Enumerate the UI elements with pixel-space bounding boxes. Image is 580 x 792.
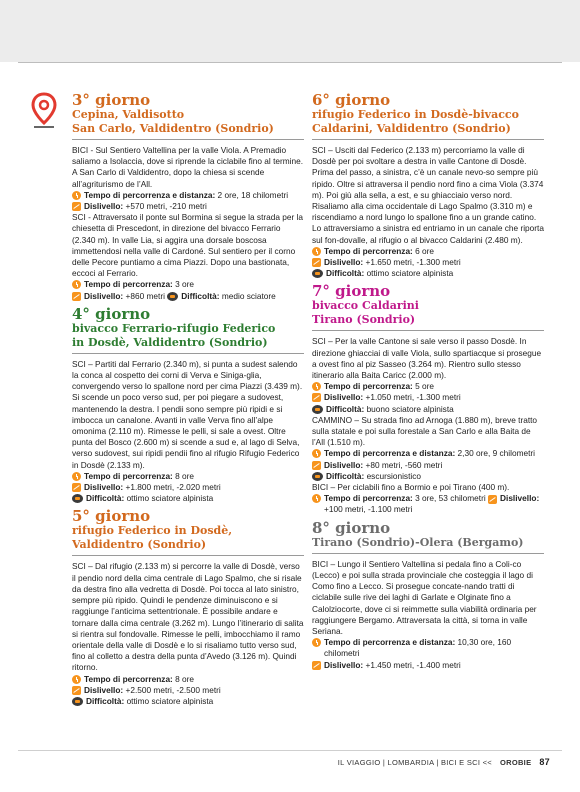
trip-stat: [312, 268, 544, 279]
trip-stat: [72, 482, 304, 493]
stat-label: Tempo di percorrenza:: [84, 470, 173, 481]
time-icon: [312, 494, 321, 503]
stat-label: Tempo di percorrenza e distanza:: [324, 448, 456, 459]
time-icon: [72, 675, 81, 684]
stage-route: Tirano (Sondrio)-Olera (Bergamo): [312, 535, 524, 549]
stat-label: Dislivello:: [324, 659, 364, 670]
stage-route: Cepina, Valdisotto: [72, 108, 185, 121]
header-divider: [18, 62, 562, 63]
section-rule: [72, 353, 304, 354]
stat-label: Tempo di percorrenza e distanza:: [324, 637, 456, 648]
stage-section: [312, 92, 544, 279]
stat-label: Difficoltà:: [86, 493, 125, 504]
stage-description: SCI – Usciti dal Federico (2.133 m) percorriamo la valle di Dosdè per poi svoltare a destra in valle Cantone di Dosdè. Prima del passo, a sinistra, c’è un canale nevo-so sempre più ripido. Oltre si attraversa il pendio nord fino a cima Viola (3.374 m). Poi giù alla sella, a est, e su ghiacciaio verso nord. Risaliamo alla cima occidentale di Lago Spalmo (3.310 m) e riscendiamo a nord lungo lo spallone fino a un grande catino. Lo attraversiamo a sinistra ed entriamo in un canale che riporta sul fon-dovalle, al rifugio o al bivacco Caldarini (2.480 m).: [312, 145, 544, 245]
stat-value: 10,30 ore, 160 chilometri: [324, 637, 512, 659]
stat-value: +1.450 metri, -1.400 metri: [363, 659, 461, 670]
time-icon: [72, 191, 81, 200]
stage-route: San Carlo, Valdidentro (Sondrio): [72, 122, 274, 135]
stage-day-title: 8° giorno: [312, 518, 391, 537]
stat-label: Dislivello:: [324, 257, 364, 268]
stat-value: +80 metri, -560 metri: [363, 459, 443, 470]
stat-label: Difficoltà:: [326, 268, 365, 279]
stat-label: Tempo di percorrenza e distanza:: [84, 189, 216, 200]
stage-description: BICI - Sul Sentiero Valtellina per la valle Viola. A Premadio saliamo a Isolaccia, dove si riprende la ciclabile fino al termine. A San Carlo di Valdidentro, dopo la chiesa si scende all’agriturismo de l’All.: [72, 145, 304, 189]
trip-stat: [312, 257, 544, 268]
stat-label: Tempo di percorrenza:: [84, 673, 173, 684]
header-band: [0, 0, 580, 62]
trip-stat: [312, 381, 544, 392]
difficulty-icon: [72, 494, 83, 503]
stat-value: ottimo sciatore alpinista: [124, 493, 214, 504]
stage-day-title: 5° giorno: [72, 507, 151, 526]
stat-value: ottimo sciatore alpinista: [364, 268, 454, 279]
elevation-icon: [72, 292, 81, 301]
section-rule: [72, 139, 304, 140]
stat-label: Dislivello:: [324, 392, 364, 403]
time-icon: [312, 638, 321, 647]
stage-day-title: 7° giorno: [312, 282, 391, 301]
stat-value: 5 ore: [412, 381, 435, 392]
stat-label: Dislivello:: [84, 482, 124, 493]
stat-value: 8 ore: [172, 470, 195, 481]
trip-stat: [72, 471, 304, 482]
stat-label: Dislivello:: [500, 493, 540, 504]
stage-description: BICI – Lungo il Sentiero Valtellina si pedala fino a Coli-co (Lecco) e poi sulla strada provinciale che costeggia il lago di Como fino a Lecco. Si prosegue concate-nando tratti di ciclabile sulle rive dei laghi di Garlate e Olginate fino a Calolziocorte, dove ci si reimmette sulla viabilità ordinaria per raggiungere Bergamo. Attraversata la città, si torna in valle Seriana.: [312, 558, 537, 636]
stat-value: +1.050 metri, -1.300 metri: [363, 392, 461, 403]
trip-stat: [72, 190, 304, 201]
footer-brand: OROBIE: [499, 758, 532, 767]
stage-description: SCI – Per la valle Cantone si sale verso il passo Dosdè. In direzione ghiacciai di valle Viola, sullo spartiacque si prosegue a ovest fino al piz Sasseo (3.264 m). Rientro sullo stesso itinerario alla Baita Caricc (2.000 m).: [312, 336, 542, 381]
stage-section: [312, 283, 544, 515]
elevation-icon: [72, 686, 81, 695]
stage-section: [72, 92, 304, 302]
left-column: [72, 92, 304, 711]
trip-stat: [312, 404, 544, 415]
trip-stat: [72, 696, 304, 707]
stat-value: 8 ore: [172, 673, 195, 684]
stage-description: SCI – Dal rifugio (2.133 m) si percorre la valle di Dosdè, verso il pendio nord della cima centrale di Lago Spalmo, che si risale da destra fino alla vedretta di Dosdè. Poi tocca al lato sinistro, sempre più ripido. Quindi le pendenze diminuiscono e si raggiunge l’anticima settentrionale. È possibile andare e tornare dalla cima centrale (3.262 m). Lungo l’itinerario di salita si rientra sul fondovalle. Rimesse le pelli, imbocchiamo il ramo orientale della valle di Dosdè e lo si risaliamo tutto verso sud, fino al colletto a destra della punta d’Avedo (3.126 m). Quindi ritorno.: [72, 561, 304, 673]
elevation-icon: [312, 258, 321, 267]
stage-section: [72, 508, 304, 707]
difficulty-icon: [312, 269, 323, 278]
time-icon: [312, 449, 321, 458]
stat-value: 2 ore, 18 chilometri: [215, 189, 289, 200]
elevation-icon: [72, 483, 81, 492]
trip-stat: [72, 201, 304, 212]
page-number: 87: [539, 757, 550, 767]
stat-label: Tempo di percorrenza:: [84, 279, 173, 290]
difficulty-icon: [167, 292, 178, 301]
trip-stat: [72, 493, 304, 504]
stage-day-title: 4° giorno: [72, 304, 151, 323]
stage-route: Caldarini, Valdidentro (Sondrio): [312, 122, 511, 135]
elevation-icon: [312, 461, 321, 470]
stage-route: Valdidentro (Sondrio): [72, 538, 207, 552]
stat-label: Difficoltà:: [86, 695, 125, 706]
stat-label: Difficoltà:: [181, 290, 220, 301]
trip-stat: [72, 291, 304, 302]
right-column: [312, 92, 544, 675]
difficulty-icon: [312, 472, 323, 481]
stat-value: escursionistico: [364, 470, 421, 481]
stat-label: Difficoltà:: [326, 403, 365, 414]
section-rule: [312, 553, 544, 554]
stat-value: +100 metri, -1.100 metri: [324, 504, 413, 515]
stage-route: bivacco Caldarini: [312, 299, 419, 313]
elevation-icon: [312, 661, 321, 670]
section-rule: [312, 139, 544, 140]
time-icon: [312, 382, 321, 391]
stage-route: Tirano (Sondrio): [312, 313, 416, 327]
time-icon: [312, 247, 321, 256]
stat-value: medio sciatore: [219, 290, 276, 301]
stage-day-title: 6° giorno: [312, 91, 391, 109]
stat-value: +2.500 metri, -2.500 metri: [123, 684, 221, 695]
footer-section: IL VIAGGIO | LOMBARDIA | BICI E SCI <<: [337, 758, 492, 767]
trip-stat: [312, 660, 544, 671]
section-rule: [72, 555, 304, 556]
stage-description: CAMMINO – Su strada fino ad Arnoga (1.880 m), breve tratto sulla statale e poi sulla forestale a San Carlo e alla Baita de l’All (1.510 m).: [312, 414, 538, 448]
stat-value: +860 metri: [123, 290, 165, 301]
stage-route: rifugio Federico in Dosdè,: [72, 524, 233, 538]
trip-stat: [312, 493, 544, 515]
trip-stat: [72, 279, 304, 290]
stat-label: Dislivello:: [84, 290, 124, 301]
stat-value: +1.650 metri, -1.300 metri: [363, 257, 461, 268]
stage-day-title: 3° giorno: [72, 91, 151, 109]
stat-label: Tempo di percorrenza:: [324, 493, 413, 504]
trip-stat: [72, 685, 304, 696]
stage-description: BICI – Per ciclabili fino a Bormio e poi Tirano (400 m).: [312, 482, 510, 493]
footer-divider: [18, 750, 562, 751]
map-pin-icon: [30, 92, 58, 130]
trip-stat: [312, 392, 544, 403]
stat-value: ottimo sciatore alpinista: [124, 695, 214, 706]
trip-stat: [312, 448, 544, 459]
stat-label: Tempo di percorrenza:: [324, 381, 413, 392]
trip-stat: [312, 246, 544, 257]
stage-description: SCI – Partiti dal Ferrario (2.340 m), si punta a sudest salendo la conca al cospetto dei corni di Verva e Siniga-glia, convergendo verso lo spallone nord per cima Piazzi (3.439 m). Si scende un poco verso sud, per poi piegare a sudovest, mantenendo la destra. I pendii sono sempre più ripidi e si imbocca un canalone. Avanti in valle Verva fino all’alpe omonima (2.110 m). Rimesse le pelli, si sale a ovest. Oltre punta del Bosco (2.600 m) si scende a sud e, al lago di Selva, verso sudovest, sui ripidi pendii fino al rifugio Rifugio Federico in Dosdè (2.133 m).: [72, 358, 303, 470]
stat-value: 2,30 ore, 9 chilometri: [455, 448, 536, 459]
stage-description: SCI - Attraversato il ponte sul Bormina si segue la strada per la chiesetta di Prescedont, in direzione del bivacco Ferrario (2.340 m). In valle Lia, si aggira una dorsale boscosa immettendosi nella valle di Cardoné. Sul sentiero per il corno delle Pecore puntiamo a cima Piazzi. Dopo una bastionata, eccoci al Ferrario.: [72, 212, 304, 279]
stat-value: buono sciatore alpinista: [364, 403, 454, 414]
stat-value: 6 ore: [412, 245, 435, 256]
time-icon: [72, 472, 81, 481]
trip-stat: [312, 460, 544, 471]
stat-label: Dislivello:: [84, 201, 124, 212]
stat-value: 3 ore: [172, 279, 195, 290]
trip-stat: [312, 471, 544, 482]
trip-stat: [72, 674, 304, 685]
stat-value: 3 ore, 53 chilometri: [412, 493, 486, 504]
stage-section: [312, 520, 544, 671]
elevation-icon: [488, 495, 497, 504]
stat-label: Tempo di percorrenza:: [324, 245, 413, 256]
elevation-icon: [312, 393, 321, 402]
stat-value: +1.800 metri, -2.020 metri: [123, 482, 221, 493]
stat-label: Dislivello:: [84, 684, 124, 695]
difficulty-icon: [312, 405, 323, 414]
stat-label: Dislivello:: [324, 459, 364, 470]
page-footer: [338, 757, 550, 768]
stage-route: in Dosdè, Valdidentro (Sondrio): [72, 335, 268, 349]
stage-section: [72, 306, 304, 505]
section-rule: [312, 330, 544, 331]
stat-value: +570 metri, -210 metri: [123, 201, 207, 212]
stat-label: Difficoltà:: [326, 470, 365, 481]
trip-stat: [312, 637, 544, 659]
difficulty-icon: [72, 697, 83, 706]
time-icon: [72, 280, 81, 289]
stage-route: rifugio Federico in Dosdè-bivacco: [312, 108, 519, 121]
elevation-icon: [72, 202, 81, 211]
stage-route: bivacco Ferrario-rifugio Federico: [72, 321, 276, 335]
